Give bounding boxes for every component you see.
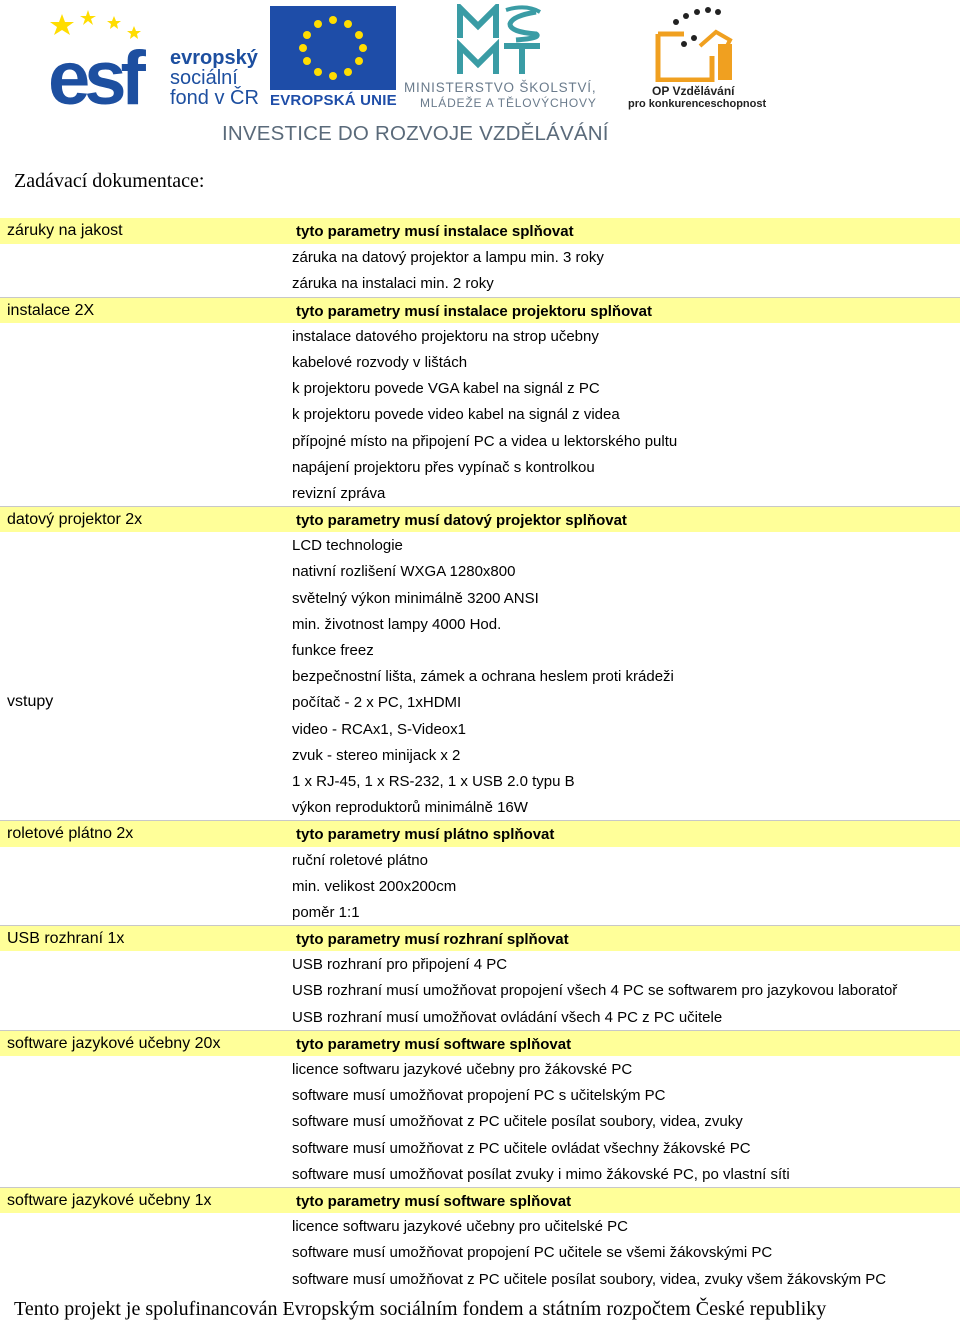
table-row: [0, 323, 960, 349]
table-row: [0, 689, 960, 715]
msmt-logo: [404, 4, 618, 108]
table-row: [0, 716, 960, 742]
table-row: [0, 349, 960, 375]
requirement-cell: k projektoru povede video kabel na signál z videa: [292, 406, 620, 424]
esf-line2: sociální: [170, 67, 238, 89]
category-cell: záruky na jakost: [7, 222, 123, 239]
requirement-cell: záruka na instalaci min. 2 roky: [292, 275, 494, 293]
section-header-row: [0, 820, 960, 846]
requirement-cell: instalace datového projektoru na strop učebny: [292, 327, 599, 345]
section-header-row: [0, 925, 960, 951]
table-row: [0, 768, 960, 794]
table-row: [0, 847, 960, 873]
requirement-cell: počítač - 2 x PC, 1xHDMI: [292, 694, 462, 712]
footer-note: Tento projekt je spolufinancován Evropským sociálním fondem a státním rozpočtem České republiky: [14, 1298, 827, 1320]
requirement-cell: min. velikost 200x200cm: [292, 877, 457, 895]
requirement-cell: poměr 1:1: [292, 903, 360, 921]
requirement-cell: světelný výkon minimálně 3200 ANSI: [292, 589, 539, 607]
requirement-cell: USB rozhraní musí umožňovat propojení všech 4 PC se softwarem pro jazykovou laboratoř: [292, 982, 898, 1000]
table-row: [0, 873, 960, 899]
requirement-cell: bezpečnostní lišta, zámek a ochrana heslem proti krádeži: [292, 668, 674, 686]
category-cell: vstupy: [7, 693, 54, 711]
esf-logo: [48, 8, 260, 108]
table-row: [0, 1135, 960, 1161]
esf-line3: fond v ČR: [170, 87, 259, 109]
document-title: Zadávací dokumentace:: [14, 170, 205, 192]
requirement-cell: zvuk - stereo minijack x 2: [292, 746, 461, 764]
requirement-cell: min. životnost lampy 4000 Hod.: [292, 615, 502, 633]
section-requirement-cell: tyto parametry musí software splňovat: [296, 1192, 572, 1210]
requirement-cell: záruka na datový projektor a lampu min. 3 roky: [292, 249, 604, 267]
requirement-cell: přípojné místo na připojení PC a videa u lektorského pultu: [292, 432, 678, 450]
esf-wordmark: [170, 48, 259, 108]
requirement-cell: revizní zpráva: [292, 484, 386, 502]
requirement-cell: nativní rozlišení WXGA 1280x800: [292, 563, 516, 581]
requirement-cell: software musí umožňovat z PC učitele posílat soubory, videa, zvuky všem žákovským PC: [292, 1270, 887, 1288]
section-requirement-cell: tyto parametry musí datový projektor splňovat: [296, 512, 627, 530]
table-row: [0, 454, 960, 480]
table-row: [0, 1239, 960, 1265]
requirement-cell: USB rozhraní musí umožňovat ovládání všech 4 PC z PC učitele: [292, 1008, 723, 1026]
category-cell: software jazykové učebny 1x: [7, 1191, 212, 1209]
op-mark-icon: [654, 4, 736, 82]
table-row: [0, 1082, 960, 1108]
requirement-cell: výkon reproduktorů minimálně 16W: [292, 799, 528, 817]
table-row: [0, 1266, 960, 1292]
op-line1: OP Vzdělávání: [652, 84, 735, 98]
category-cell: datový projektor 2x: [7, 511, 143, 529]
logo-bar: [0, 0, 960, 150]
investice-slogan: INVESTICE DO ROZVOJE VZDĚLÁVÁNÍ: [222, 122, 609, 145]
table-row: [0, 1108, 960, 1134]
section-header-row: [0, 218, 960, 244]
section-requirement-cell: tyto parametry musí instalace projektoru splňovat: [296, 302, 652, 320]
requirement-cell: software musí umožňovat posílat zvuky i mimo žákovské PC, po vlastní síti: [292, 1165, 790, 1183]
section-header-row: [0, 297, 960, 323]
requirement-cell: licence softwaru jazykové učebny pro žákovské PC: [292, 1061, 633, 1078]
category-cell: USB rozhraní 1x: [7, 930, 125, 948]
requirement-cell: USB rozhraní pro připojení 4 PC: [292, 956, 508, 974]
table-row: [0, 1056, 960, 1082]
table-row: [0, 585, 960, 611]
requirement-cell: software musí umožňovat propojení PC s učitelským PC: [292, 1087, 666, 1105]
table-row: [0, 977, 960, 1003]
requirement-cell: 1 x RJ-45, 1 x RS-232, 1 x USB 2.0 typu B: [292, 772, 575, 790]
esf-mark-icon: [48, 8, 170, 108]
table-row: [0, 270, 960, 296]
table-row: [0, 611, 960, 637]
op-logo: [624, 4, 767, 110]
spec-table: [0, 218, 960, 1292]
section-header-row: [0, 1030, 960, 1056]
section-header-row: [0, 1187, 960, 1213]
section-requirement-cell: tyto parametry musí rozhraní splňovat: [296, 931, 569, 949]
requirement-cell: software musí umožňovat z PC učitele ovládat všechny žákovské PC: [292, 1139, 751, 1157]
category-cell: instalace 2X: [7, 301, 95, 319]
eu-logo: [270, 6, 398, 110]
msmt-line2: MLÁDEŽE A TĚLOVÝCHOVY: [420, 96, 597, 110]
msmt-line1: MINISTERSTVO ŠKOLSTVÍ,: [404, 80, 597, 95]
requirement-cell: software musí umožňovat z PC učitele posílat soubory, videa, zvuky: [292, 1113, 743, 1131]
section-requirement-cell: tyto parametry musí software splňovat: [296, 1035, 572, 1053]
table-row: [0, 951, 960, 977]
table-row: [0, 558, 960, 584]
table-row: [0, 428, 960, 454]
table-row: [0, 244, 960, 270]
op-line2: pro konkurenceschopnost: [628, 98, 767, 110]
table-row: [0, 1004, 960, 1030]
table-row: [0, 663, 960, 689]
table-row: [0, 480, 960, 506]
table-row: [0, 637, 960, 663]
requirement-cell: video - RCAx1, S-Videox1: [292, 720, 466, 738]
eu-caption: EVROPSKÁ UNIE: [270, 92, 397, 109]
table-row: [0, 794, 960, 820]
table-row: [0, 1161, 960, 1187]
requirement-cell: licence softwaru jazykové učebny pro učitelské PC: [292, 1218, 628, 1236]
requirement-cell: ruční roletové plátno: [292, 851, 428, 869]
table-row: [0, 401, 960, 427]
requirement-cell: software musí umožňovat propojení PC učitele se všemi žákovskými PC: [292, 1244, 773, 1262]
table-row: [0, 532, 960, 558]
msmt-mark-icon: [456, 4, 544, 78]
requirement-cell: k projektoru povede VGA kabel na signál z PC: [292, 380, 600, 398]
eu-flag-icon: [270, 6, 396, 90]
table-row: [0, 899, 960, 925]
requirement-cell: kabelové rozvody v lištách: [292, 353, 468, 371]
section-header-row: [0, 506, 960, 532]
svg-text:esf: esf: [48, 36, 140, 108]
category-cell: software jazykové učebny 20x: [7, 1034, 221, 1052]
requirement-cell: napájení projektoru přes vypínač s kontrolkou: [292, 458, 595, 476]
category-cell: roletové plátno 2x: [7, 825, 134, 843]
section-requirement-cell: tyto parametry musí instalace splňovat: [296, 223, 574, 240]
table-row: [0, 1213, 960, 1239]
requirement-cell: LCD technologie: [292, 537, 403, 555]
requirement-cell: funkce freez: [292, 642, 374, 659]
section-requirement-cell: tyto parametry musí plátno splňovat: [296, 826, 555, 844]
table-row: [0, 742, 960, 768]
table-row: [0, 375, 960, 401]
esf-line1: evropský: [170, 47, 258, 69]
